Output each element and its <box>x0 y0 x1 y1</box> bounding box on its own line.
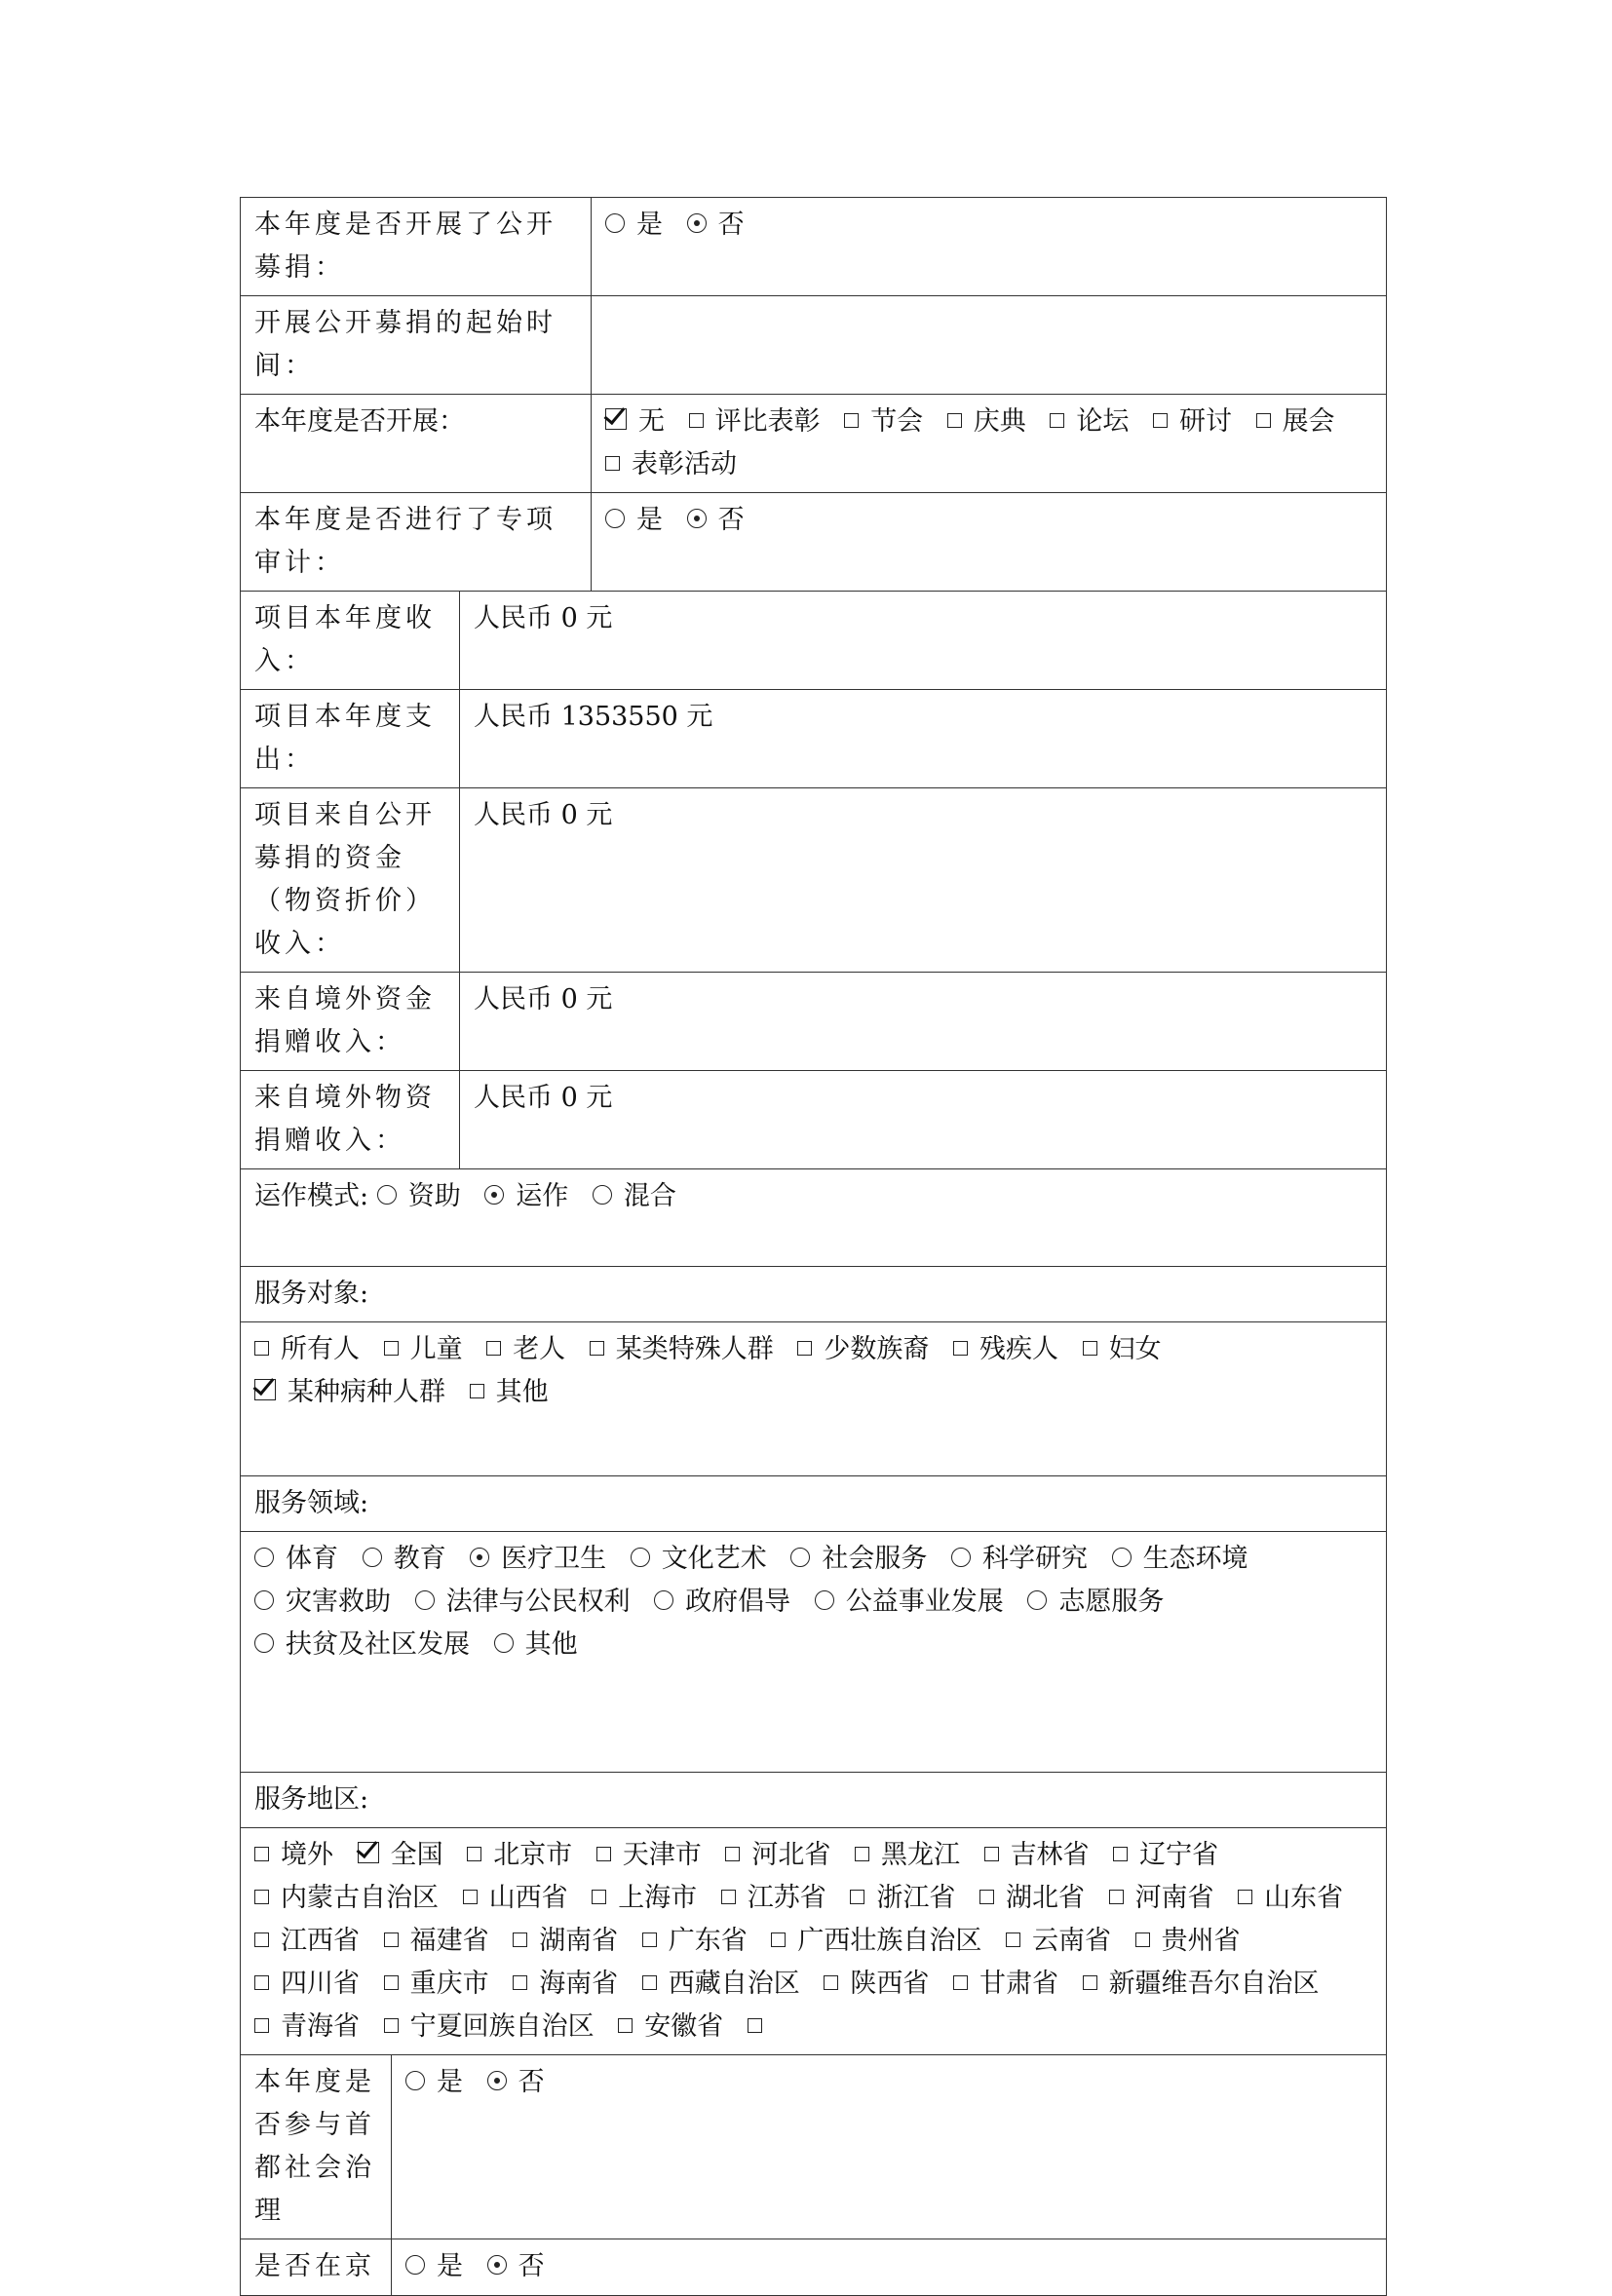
checkbox-empty-icon[interactable] <box>953 1341 968 1356</box>
radio-selected-icon[interactable] <box>484 1185 504 1205</box>
income-value: 人民币 0 元 <box>460 592 1387 690</box>
checkbox-empty-icon[interactable] <box>721 1890 736 1904</box>
option-label: 体育 <box>286 1544 338 1574</box>
option-label: 无 <box>638 406 665 437</box>
row-expense <box>241 690 1387 788</box>
option-label: 是 <box>636 505 663 535</box>
checkbox-empty-icon[interactable] <box>797 1341 812 1356</box>
option-label: 某类特殊人群 <box>615 1334 774 1364</box>
checkbox-option[interactable] <box>605 449 737 479</box>
checkbox-option[interactable] <box>844 406 923 437</box>
checkbox-option[interactable] <box>486 1334 565 1364</box>
radio-empty-icon[interactable] <box>593 1185 612 1205</box>
option-label: 评比表彰 <box>714 406 821 437</box>
radio-option[interactable] <box>415 1587 631 1617</box>
checkbox-empty-icon[interactable] <box>254 1847 269 1861</box>
radio-empty-icon[interactable] <box>254 1590 274 1610</box>
option-label: 教育 <box>393 1544 446 1574</box>
radio-selected-icon[interactable] <box>487 2071 507 2090</box>
option-label: 论坛 <box>1076 406 1130 437</box>
radio-empty-icon[interactable] <box>605 509 625 528</box>
radio-empty-icon[interactable] <box>405 2255 425 2275</box>
checkbox-option[interactable] <box>590 1334 774 1364</box>
option-label: 北京市 <box>493 1840 573 1870</box>
option-label: 甘肃省 <box>979 1969 1058 1999</box>
checkbox-option[interactable] <box>824 1969 929 1999</box>
checkbox-option[interactable] <box>721 1883 826 1913</box>
radio-option[interactable] <box>487 2251 545 2281</box>
radio-option[interactable] <box>1112 1544 1248 1574</box>
option-label: 海南省 <box>539 1969 619 1999</box>
capital-governance-label: 本年度是否参与首都社会治理 <box>241 2055 392 2239</box>
checkbox-empty-icon[interactable] <box>1083 1975 1097 1990</box>
checkbox-empty-icon[interactable] <box>1083 1341 1097 1356</box>
activities-label: 本年度是否开展： <box>241 395 592 493</box>
option-label: 少数族裔 <box>824 1334 930 1364</box>
radio-selected-icon[interactable] <box>687 509 707 528</box>
checkbox-option[interactable] <box>1083 1334 1162 1364</box>
option-label: 山西省 <box>488 1883 568 1913</box>
option-label: 科学研究 <box>981 1544 1088 1574</box>
option-label: 黑龙江 <box>880 1840 960 1870</box>
row-public-fundraising <box>241 198 1387 296</box>
radio-option[interactable] <box>593 1181 676 1211</box>
radio-empty-icon[interactable] <box>631 1548 650 1567</box>
public-income-value: 人民币 0 元 <box>460 788 1387 973</box>
radio-empty-icon[interactable] <box>494 1633 514 1653</box>
overseas-fund-label: 来自境外资金捐赠收入： <box>241 973 460 1071</box>
checkbox-empty-icon[interactable] <box>1256 413 1271 428</box>
report-table <box>240 197 1387 2296</box>
radio-empty-icon[interactable] <box>405 2071 425 2090</box>
radio-option[interactable] <box>405 2067 463 2097</box>
option-label: 残疾人 <box>979 1334 1058 1364</box>
checkbox-option[interactable] <box>254 1840 333 1870</box>
checkbox-empty-icon[interactable] <box>844 413 859 428</box>
radio-option[interactable] <box>254 1587 391 1617</box>
service-field-label: 服务领域: <box>241 1476 1387 1532</box>
option-label: 扶贫及社区发展 <box>286 1629 470 1660</box>
checkbox-empty-icon[interactable] <box>384 1341 399 1356</box>
checkbox-empty-icon[interactable] <box>513 1932 527 1947</box>
overseas-goods-label: 来自境外物资捐赠收入： <box>241 1071 460 1169</box>
checkbox-option[interactable] <box>470 1377 549 1407</box>
special-audit-options <box>592 493 1387 592</box>
option-label: 法律与公民权利 <box>445 1587 631 1617</box>
row-service-target <box>241 1322 1387 1476</box>
checkbox-empty-icon[interactable] <box>850 1890 864 1904</box>
radio-selected-icon[interactable] <box>687 213 707 233</box>
checkbox-empty-icon[interactable] <box>771 1932 786 1947</box>
radio-option[interactable] <box>494 1629 578 1660</box>
radio-option[interactable] <box>470 1544 606 1574</box>
checkbox-empty-icon[interactable] <box>486 1341 501 1356</box>
overseas-fund-value: 人民币 0 元 <box>460 973 1387 1071</box>
option-label: 其他 <box>495 1377 549 1407</box>
checkbox-empty-icon[interactable] <box>1238 1890 1252 1904</box>
checkbox-option[interactable] <box>384 1926 489 1956</box>
option-label: 所有人 <box>281 1334 360 1364</box>
row-special-audit <box>241 493 1387 592</box>
checkbox-empty-icon[interactable] <box>824 1975 838 1990</box>
checkbox-empty-icon[interactable] <box>254 1341 269 1356</box>
checkbox-empty-icon[interactable] <box>748 2018 762 2033</box>
checkbox-empty-icon[interactable] <box>1113 1847 1128 1861</box>
radio-option[interactable] <box>1027 1587 1164 1617</box>
option-label: 广东省 <box>668 1926 748 1956</box>
public-income-label: 项目来自公开募捐的资金（物资折价）收入： <box>241 788 460 973</box>
checkbox-option[interactable] <box>725 1840 830 1870</box>
public-fundraising-label: 本年度是否开展了公开募捐： <box>241 198 592 296</box>
checkbox-empty-icon[interactable] <box>953 1975 968 1990</box>
option-label: 灾害救助 <box>286 1587 391 1617</box>
checkbox-option[interactable] <box>254 1377 445 1407</box>
radio-option[interactable] <box>484 1181 568 1211</box>
row-service-field-header <box>241 1476 1387 1532</box>
checkbox-empty-icon[interactable] <box>254 1975 269 1990</box>
option-label: 广西壮族自治区 <box>797 1926 982 1956</box>
option-label: 资助 <box>407 1181 461 1211</box>
service-target-options <box>241 1322 1387 1476</box>
option-label: 西藏自治区 <box>668 1969 800 1999</box>
radio-empty-icon[interactable] <box>951 1548 971 1567</box>
radio-empty-icon[interactable] <box>790 1548 810 1567</box>
checkbox-empty-icon[interactable] <box>605 456 620 471</box>
checkbox-option[interactable] <box>384 2011 595 2042</box>
option-label: 辽宁省 <box>1139 1840 1219 1870</box>
operation-mode-label: 运作模式: <box>254 1181 369 1211</box>
checkbox-empty-icon[interactable] <box>463 1890 478 1904</box>
radio-option[interactable] <box>605 505 663 535</box>
checkbox-empty-icon[interactable] <box>254 2018 269 2033</box>
option-label: 老人 <box>513 1334 566 1364</box>
checkbox-checked-icon[interactable] <box>605 408 627 430</box>
row-income <box>241 592 1387 690</box>
checkbox-option[interactable] <box>513 1926 618 1956</box>
radio-option[interactable] <box>687 210 745 240</box>
option-label: 宁夏回族自治区 <box>409 2011 595 2042</box>
option-label: 青海省 <box>281 2011 360 2042</box>
radio-option[interactable] <box>405 2251 463 2281</box>
radio-empty-icon[interactable] <box>1027 1590 1047 1610</box>
option-label: 其他 <box>524 1629 578 1660</box>
radio-option[interactable] <box>363 1544 446 1574</box>
checkbox-option[interactable] <box>1153 406 1232 437</box>
option-label: 河南省 <box>1134 1883 1214 1913</box>
radio-empty-icon[interactable] <box>654 1590 673 1610</box>
report-form <box>240 197 1386 2296</box>
checkbox-empty-icon[interactable] <box>592 1890 606 1904</box>
option-label: 表彰活动 <box>632 449 737 479</box>
option-label: 天津市 <box>622 1840 702 1870</box>
row-public-income <box>241 788 1387 973</box>
checkbox-empty-icon[interactable] <box>979 1890 994 1904</box>
option-label: 节会 <box>870 406 924 437</box>
radio-option[interactable] <box>790 1544 927 1574</box>
option-label: 四川省 <box>281 1969 360 1999</box>
checkbox-option[interactable] <box>979 1883 1085 1913</box>
service-region-options <box>241 1828 1387 2055</box>
option-label: 贵州省 <box>1161 1926 1241 1956</box>
checkbox-empty-icon[interactable] <box>254 1890 269 1904</box>
option-label: 重庆市 <box>409 1969 489 1999</box>
checkbox-empty-icon[interactable] <box>513 1975 527 1990</box>
radio-selected-icon[interactable] <box>487 2255 507 2275</box>
checkbox-option[interactable] <box>463 1883 568 1913</box>
checkbox-option[interactable] <box>384 1334 463 1364</box>
radio-option[interactable] <box>951 1544 1088 1574</box>
radio-empty-icon[interactable] <box>254 1633 274 1653</box>
operation-mode-options <box>377 1181 676 1211</box>
checkbox-empty-icon[interactable] <box>855 1847 869 1861</box>
radio-option[interactable] <box>254 1629 470 1660</box>
public-fundraising-options <box>592 198 1387 296</box>
option-label: 安徽省 <box>644 2011 724 2042</box>
checkbox-option[interactable] <box>984 1840 1090 1870</box>
checkbox-empty-icon[interactable] <box>725 1847 740 1861</box>
in-beijing-options <box>392 2239 1387 2296</box>
checkbox-empty-icon[interactable] <box>618 2018 633 2033</box>
checkbox-empty-icon[interactable] <box>1109 1890 1124 1904</box>
checkbox-empty-icon[interactable] <box>384 2018 399 2033</box>
income-label: 项目本年度收入： <box>241 592 460 690</box>
checkbox-empty-icon[interactable] <box>596 1847 611 1861</box>
option-label: 吉林省 <box>1010 1840 1090 1870</box>
row-overseas-goods <box>241 1071 1387 1169</box>
radio-empty-icon[interactable] <box>815 1590 834 1610</box>
radio-option[interactable] <box>815 1587 1004 1617</box>
option-label: 政府倡导 <box>685 1587 791 1617</box>
special-audit-label: 本年度是否进行了专项审计： <box>241 493 592 592</box>
checkbox-option[interactable] <box>513 1969 618 1999</box>
radio-empty-icon[interactable] <box>605 213 625 233</box>
checkbox-option[interactable] <box>596 1840 702 1870</box>
option-label: 上海市 <box>618 1883 698 1913</box>
checkbox-option[interactable] <box>1135 1926 1241 1956</box>
checkbox-option[interactable] <box>1050 406 1129 437</box>
checkbox-option[interactable] <box>953 1969 1058 1999</box>
option-label: 新疆维吾尔自治区 <box>1108 1969 1320 1999</box>
radio-empty-icon[interactable] <box>254 1548 274 1567</box>
checkbox-empty-icon[interactable] <box>590 1341 604 1356</box>
option-label: 志愿服务 <box>1058 1587 1165 1617</box>
checkbox-option[interactable] <box>748 2011 774 2042</box>
row-service-region-header <box>241 1773 1387 1828</box>
checkbox-empty-icon[interactable] <box>384 1975 399 1990</box>
checkbox-option[interactable] <box>953 1334 1058 1364</box>
option-label: 湖南省 <box>539 1926 619 1956</box>
row-service-target-header <box>241 1267 1387 1322</box>
option-label: 生态环境 <box>1142 1544 1248 1574</box>
checkbox-empty-icon[interactable] <box>689 413 704 428</box>
option-label: 是 <box>437 2251 463 2281</box>
radio-option[interactable] <box>631 1544 767 1574</box>
radio-empty-icon[interactable] <box>1112 1548 1132 1567</box>
radio-empty-icon[interactable] <box>377 1185 397 1205</box>
checkbox-empty-icon[interactable] <box>467 1847 481 1861</box>
checkbox-option[interactable] <box>642 1969 800 1999</box>
option-label: 河北省 <box>751 1840 831 1870</box>
radio-option[interactable] <box>687 505 745 535</box>
checkbox-empty-icon[interactable] <box>642 1975 657 1990</box>
option-label: 江西省 <box>281 1926 360 1956</box>
checkbox-option[interactable] <box>850 1883 955 1913</box>
checkbox-empty-icon[interactable] <box>947 413 962 428</box>
radio-option[interactable] <box>654 1587 790 1617</box>
option-label: 儿童 <box>409 1334 463 1364</box>
checkbox-empty-icon[interactable] <box>1050 413 1064 428</box>
activities-options <box>592 395 1387 493</box>
checkbox-empty-icon[interactable] <box>642 1932 657 1947</box>
option-label: 是 <box>437 2067 463 2097</box>
row-operation-mode <box>241 1169 1387 1267</box>
checkbox-empty-icon[interactable] <box>1006 1932 1020 1947</box>
checkbox-checked-icon[interactable] <box>358 1842 379 1863</box>
option-label: 浙江省 <box>876 1883 956 1913</box>
row-overseas-fund <box>241 973 1387 1071</box>
option-label: 云南省 <box>1031 1926 1111 1956</box>
radio-option[interactable] <box>605 210 663 240</box>
radio-option[interactable] <box>254 1544 338 1574</box>
checkbox-option[interactable] <box>1238 1883 1343 1913</box>
checkbox-option[interactable] <box>1256 406 1335 437</box>
option-label: 研讨 <box>1178 406 1232 437</box>
radio-empty-icon[interactable] <box>415 1590 435 1610</box>
option-label: 陕西省 <box>850 1969 930 1999</box>
option-label: 江苏省 <box>747 1883 826 1913</box>
checkbox-option[interactable] <box>592 1883 697 1913</box>
option-label: 境外 <box>281 1840 333 1870</box>
row-fundraising-start <box>241 296 1387 395</box>
option-label: 妇女 <box>1108 1334 1162 1364</box>
overseas-goods-value: 人民币 0 元 <box>460 1071 1387 1169</box>
checkbox-option[interactable] <box>689 406 821 437</box>
checkbox-checked-icon[interactable] <box>254 1379 276 1400</box>
checkbox-option[interactable] <box>254 1926 360 1956</box>
option-label: 庆典 <box>973 406 1026 437</box>
checkbox-empty-icon[interactable] <box>984 1847 999 1861</box>
in-beijing-label: 是否在京 <box>241 2239 392 2296</box>
row-capital-governance <box>241 2055 1387 2239</box>
option-label: 是 <box>636 210 663 240</box>
checkbox-option[interactable] <box>254 1969 360 1999</box>
option-label: 运作 <box>516 1181 569 1211</box>
checkbox-empty-icon[interactable] <box>1135 1932 1150 1947</box>
row-activities <box>241 395 1387 493</box>
option-label: 医疗卫生 <box>501 1544 607 1574</box>
option-label: 否 <box>518 2251 545 2281</box>
row-service-region <box>241 1828 1387 2055</box>
checkbox-option[interactable] <box>947 406 1026 437</box>
option-label: 展会 <box>1282 406 1335 437</box>
checkbox-option[interactable] <box>254 2011 360 2042</box>
checkbox-option[interactable] <box>254 1334 360 1364</box>
option-label: 福建省 <box>409 1926 489 1956</box>
option-label: 湖北省 <box>1005 1883 1085 1913</box>
service-region-label: 服务地区: <box>241 1773 1387 1828</box>
checkbox-empty-icon[interactable] <box>384 1932 399 1947</box>
checkbox-option[interactable] <box>605 406 665 437</box>
option-label: 社会服务 <box>822 1544 928 1574</box>
checkbox-option[interactable] <box>771 1926 981 1956</box>
option-label: 全国 <box>390 1840 443 1870</box>
radio-option[interactable] <box>487 2067 545 2097</box>
checkbox-option[interactable] <box>1006 1926 1111 1956</box>
checkbox-option[interactable] <box>618 2011 723 2042</box>
radio-option[interactable] <box>377 1181 461 1211</box>
checkbox-empty-icon[interactable] <box>1153 413 1168 428</box>
checkbox-option[interactable] <box>1083 1969 1320 1999</box>
checkbox-empty-icon[interactable] <box>254 1932 269 1947</box>
fundraising-start-value[interactable] <box>592 296 1387 395</box>
checkbox-option[interactable] <box>384 1969 489 1999</box>
checkbox-option[interactable] <box>642 1926 748 1956</box>
option-label: 山东省 <box>1264 1883 1344 1913</box>
service-target-label: 服务对象: <box>241 1267 1387 1322</box>
option-label: 否 <box>717 210 745 240</box>
option-label: 否 <box>518 2067 545 2097</box>
expense-label: 项目本年度支出： <box>241 690 460 788</box>
operation-mode-cell <box>241 1169 1387 1267</box>
option-label: 某种病种人群 <box>288 1377 445 1407</box>
option-label: 混合 <box>623 1181 676 1211</box>
checkbox-option[interactable] <box>1113 1840 1218 1870</box>
capital-governance-options <box>392 2055 1387 2239</box>
row-in-beijing <box>241 2239 1387 2296</box>
fundraising-start-label: 开展公开募捐的起始时间： <box>241 296 592 395</box>
checkbox-option[interactable] <box>467 1840 572 1870</box>
service-field-options <box>241 1532 1387 1773</box>
row-service-field <box>241 1532 1387 1773</box>
checkbox-option[interactable] <box>1109 1883 1214 1913</box>
checkbox-option[interactable] <box>358 1840 443 1870</box>
checkbox-option[interactable] <box>855 1840 960 1870</box>
option-label: 内蒙古自治区 <box>281 1883 439 1913</box>
expense-value: 人民币 1353550 元 <box>460 690 1387 788</box>
checkbox-option[interactable] <box>254 1883 439 1913</box>
checkbox-option[interactable] <box>797 1334 929 1364</box>
option-label: 文化艺术 <box>661 1544 767 1574</box>
option-label: 公益事业发展 <box>845 1587 1004 1617</box>
option-label: 否 <box>717 505 745 535</box>
checkbox-empty-icon[interactable] <box>470 1384 484 1398</box>
radio-empty-icon[interactable] <box>363 1548 382 1567</box>
radio-selected-icon[interactable] <box>470 1548 489 1567</box>
